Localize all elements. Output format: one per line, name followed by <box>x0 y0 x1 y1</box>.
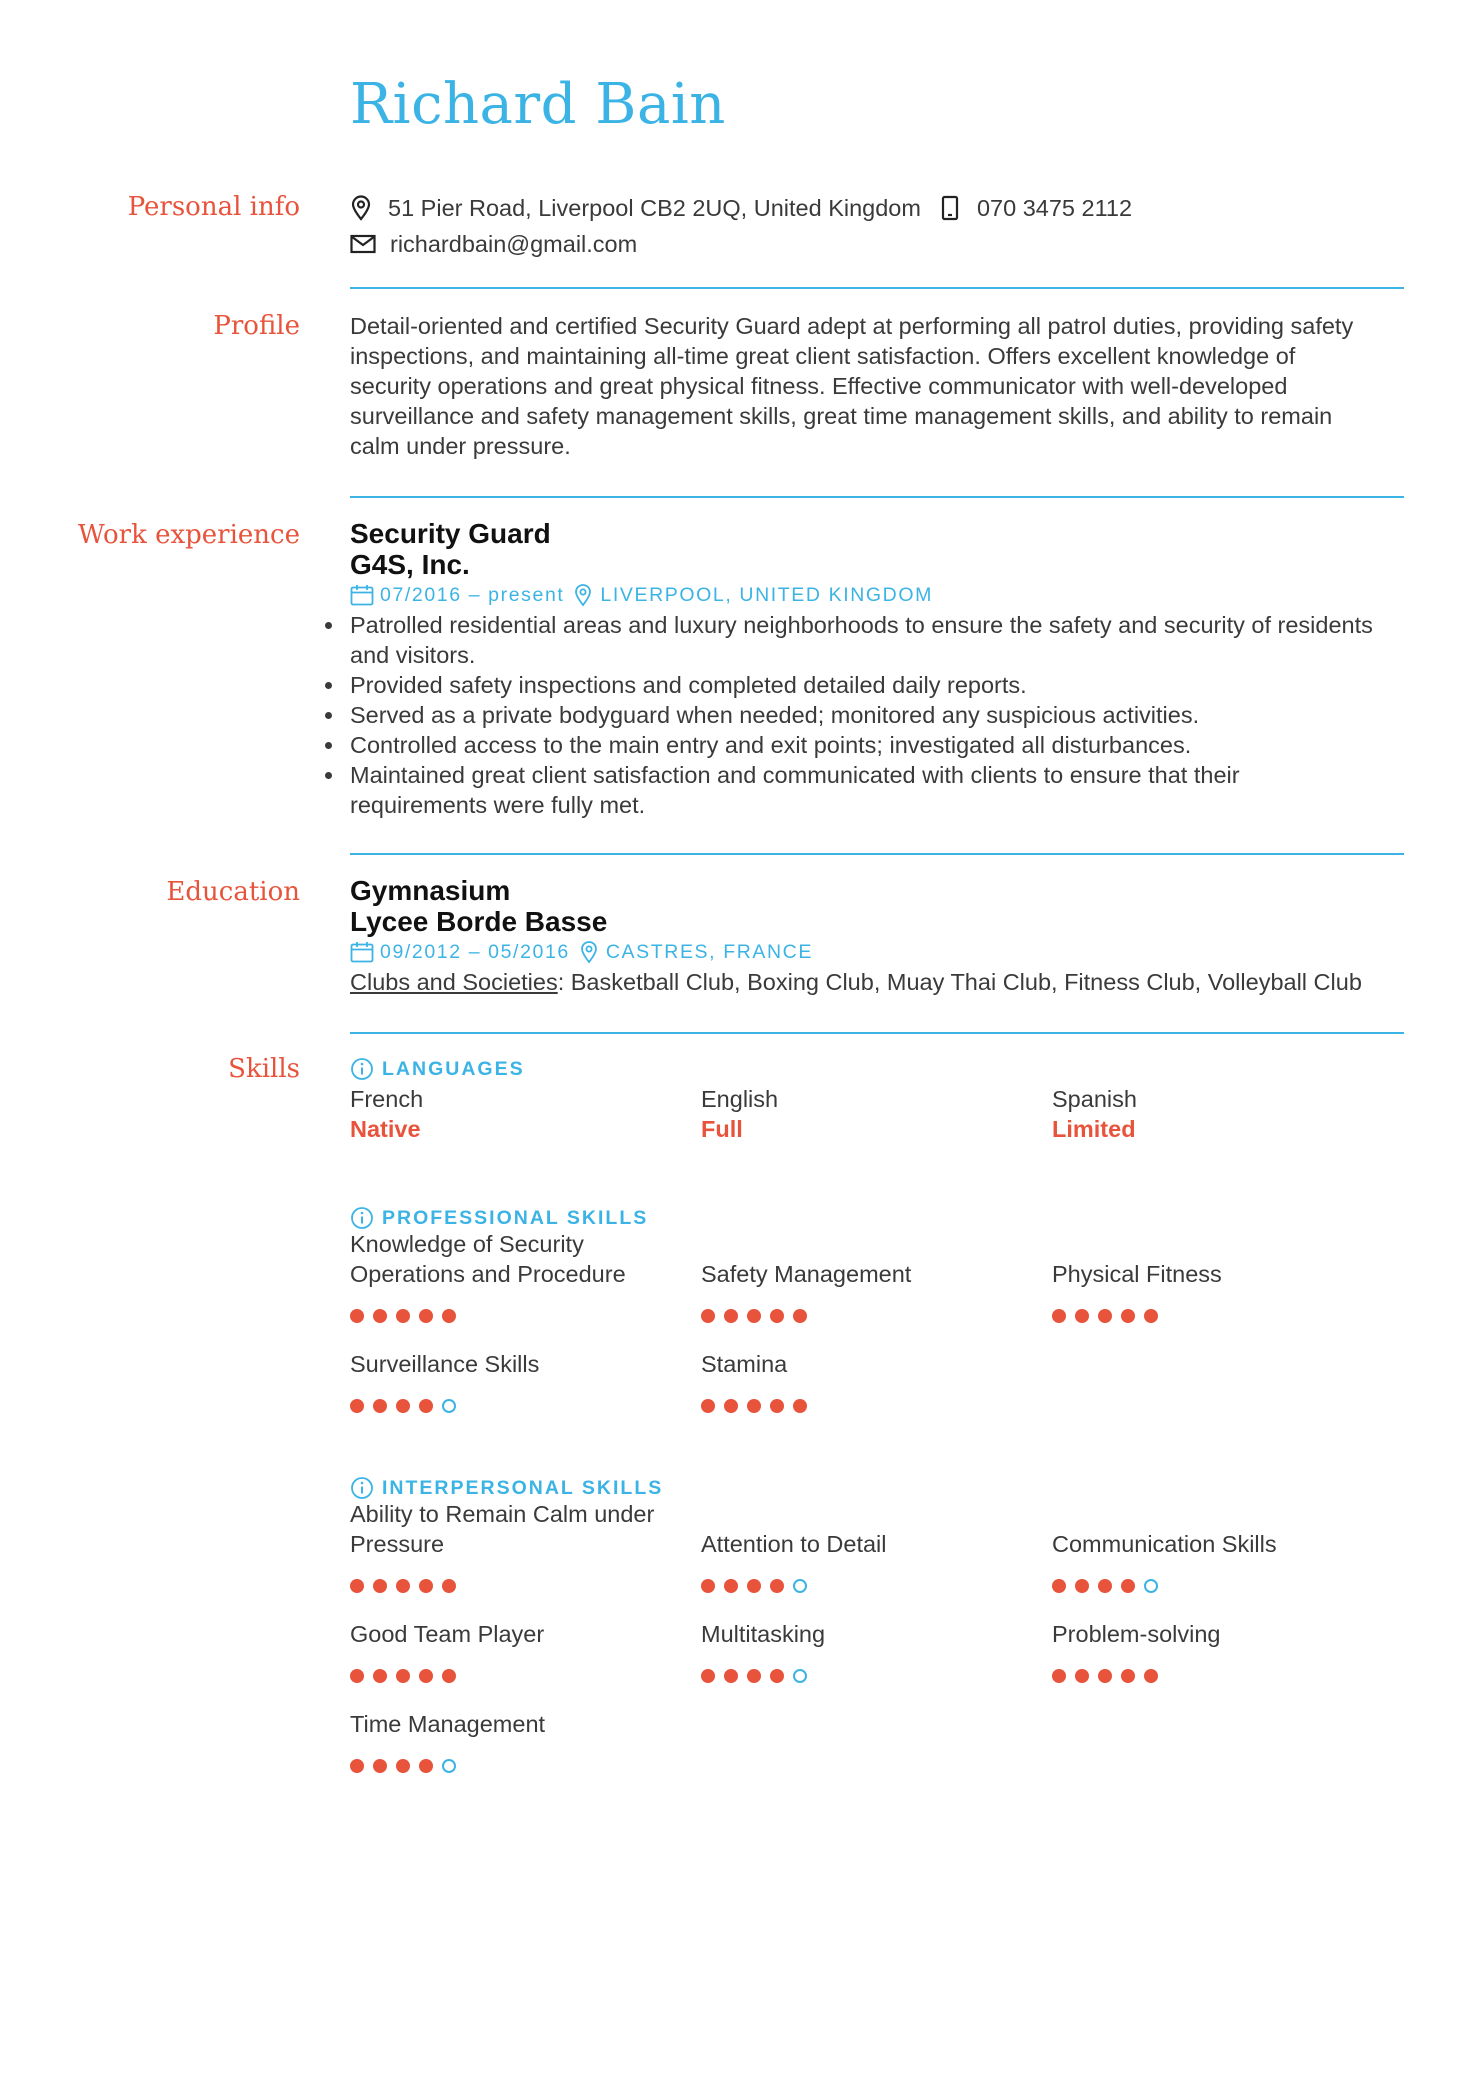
divider <box>350 853 1404 855</box>
rating-dot-filled <box>1052 1309 1066 1323</box>
skill-item <box>701 1323 1021 1413</box>
education-meta <box>350 937 1404 967</box>
skill-rating <box>701 1669 816 1683</box>
skill-item <box>1052 1233 1372 1323</box>
calendar-icon <box>350 584 374 606</box>
rating-dot-filled <box>770 1579 784 1593</box>
rating-dot-filled <box>724 1579 738 1593</box>
section-label-skills: Skills <box>228 1054 300 1084</box>
skill-name: Problem-solving <box>1052 1621 1221 1647</box>
profile-line: Detail-oriented and certified Security Guard adept at performing all patrol duties, providing safety <box>350 313 1354 339</box>
divider <box>350 496 1404 498</box>
skill-rating <box>1052 1579 1167 1593</box>
rating-dot-filled <box>442 1579 456 1593</box>
languages-grid <box>350 1084 1404 1144</box>
info-icon <box>350 1206 382 1230</box>
job-meta <box>350 580 1404 610</box>
skill-name: Good Team Player <box>350 1621 545 1647</box>
contact-line-email <box>350 226 1404 262</box>
phone-icon <box>941 195 959 221</box>
section-label-education: Education <box>166 877 300 907</box>
rating-dot-filled <box>442 1309 456 1323</box>
rating-dot-filled <box>747 1579 761 1593</box>
rating-dot-filled <box>770 1309 784 1323</box>
skill-rating <box>701 1309 816 1323</box>
email-text[interactable]: richardbain@gmail.com <box>390 230 638 257</box>
profile-line: surveillance and safety management skills, great time management skills, and ability to remain <box>350 403 1333 429</box>
rating-dot-filled <box>419 1669 433 1683</box>
list-item: Served as a private bodyguard when needed; monitored any suspicious activities. <box>350 700 1404 730</box>
rating-dot-filled <box>1121 1669 1135 1683</box>
rating-dot-empty <box>442 1399 456 1413</box>
skill-name: Physical Fitness <box>1052 1261 1222 1287</box>
rating-dot-empty <box>442 1759 456 1773</box>
rating-dot-empty <box>793 1579 807 1593</box>
location-pin-icon <box>574 583 592 607</box>
skill-name: Communication Skills <box>1052 1531 1277 1557</box>
skill-item <box>350 1323 670 1413</box>
degree-title: Gymnasium <box>350 875 511 906</box>
skill-name: Stamina <box>701 1351 788 1377</box>
rating-dot-filled <box>373 1759 387 1773</box>
skill-item <box>701 1233 1021 1323</box>
location-pin-icon <box>580 940 598 964</box>
section-label-profile: Profile <box>213 311 300 341</box>
rating-dot-filled <box>396 1399 410 1413</box>
skill-rating <box>350 1759 465 1773</box>
email-icon <box>350 234 376 254</box>
interpersonal-skills-grid <box>350 1503 1404 1778</box>
phone-text: 070 3475 2112 <box>976 194 1133 221</box>
skill-item <box>350 1233 670 1323</box>
job-duties-list <box>350 610 1404 820</box>
contact-line-address-phone <box>350 190 1404 226</box>
info-icon <box>350 1057 382 1081</box>
school-name: Lycee Borde Basse <box>350 906 608 937</box>
rating-dot-filled <box>442 1669 456 1683</box>
rating-dot-filled <box>350 1399 364 1413</box>
candidate-name: Richard Bain <box>350 72 726 137</box>
rating-dot-filled <box>1052 1579 1066 1593</box>
list-item: Maintained great client satisfaction and communicated with clients to ensure that their requirements were fully met. <box>350 760 1404 820</box>
address-text: 51 Pier Road, Liverpool CB2 2UQ, United Kingdom <box>388 194 921 221</box>
skill-item <box>701 1593 1021 1683</box>
job-dates: 07/2016 – present <box>380 583 565 606</box>
skill-name: Safety Management <box>701 1261 912 1287</box>
rating-dot-filled <box>350 1579 364 1593</box>
profile-line: calm under pressure. <box>350 433 571 459</box>
skill-item <box>701 1503 1021 1593</box>
skill-item <box>350 1683 670 1773</box>
skill-name: Attention to Detail <box>701 1531 887 1557</box>
job-location: LIVERPOOL, UNITED KINGDOM <box>600 583 933 606</box>
rating-dot-filled <box>1144 1669 1158 1683</box>
rating-dot-filled <box>1052 1669 1066 1683</box>
skill-rating <box>350 1309 465 1323</box>
language-item: English Full <box>701 1086 779 1142</box>
rating-dot-filled <box>747 1399 761 1413</box>
rating-dot-filled <box>724 1669 738 1683</box>
rating-dot-filled <box>419 1399 433 1413</box>
rating-dot-filled <box>793 1399 807 1413</box>
rating-dot-filled <box>1075 1579 1089 1593</box>
skill-name: Ability to Remain Calm under Pressure <box>350 1501 655 1557</box>
skill-name: Time Management <box>350 1711 546 1737</box>
rating-dot-filled <box>1121 1309 1135 1323</box>
profile-text <box>350 311 1404 461</box>
skill-item <box>1052 1503 1372 1593</box>
rating-dot-filled <box>701 1669 715 1683</box>
rating-dot-filled <box>1098 1309 1112 1323</box>
rating-dot-filled <box>419 1579 433 1593</box>
clubs-line <box>350 967 1404 997</box>
company-name: G4S, Inc. <box>350 549 470 580</box>
rating-dot-filled <box>793 1309 807 1323</box>
rating-dot-filled <box>724 1309 738 1323</box>
rating-dot-filled <box>770 1399 784 1413</box>
rating-dot-filled <box>396 1309 410 1323</box>
list-item: Controlled access to the main entry and exit points; investigated all disturbances. <box>350 730 1404 760</box>
skill-category-professional: PROFESSIONAL SKILLS <box>350 1203 1404 1233</box>
skill-item <box>1052 1593 1372 1683</box>
list-item: Provided safety inspections and completed detailed daily reports. <box>350 670 1404 700</box>
list-item: Patrolled residential areas and luxury neighborhoods to ensure the safety and security of residents and visitors. <box>350 610 1404 670</box>
divider <box>350 1032 1404 1034</box>
info-icon <box>350 1476 382 1500</box>
rating-dot-filled <box>701 1579 715 1593</box>
skill-rating <box>350 1399 465 1413</box>
location-pin-icon <box>350 195 372 221</box>
rating-dot-filled <box>1098 1669 1112 1683</box>
skill-name: Multitasking <box>701 1621 826 1647</box>
divider <box>350 287 1404 289</box>
profile-line: inspections, and maintaining all-time great client satisfaction. Offers excellent knowledge of <box>350 343 1296 369</box>
skill-rating <box>350 1669 465 1683</box>
rating-dot-filled <box>747 1309 761 1323</box>
language-item: French Native <box>350 1086 424 1142</box>
skill-name: Knowledge of Security Operations and Procedure <box>350 1231 626 1287</box>
rating-dot-filled <box>419 1309 433 1323</box>
education-location: CASTRES, FRANCE <box>605 940 813 963</box>
skill-rating <box>1052 1309 1167 1323</box>
rating-dot-filled <box>350 1309 364 1323</box>
rating-dot-filled <box>770 1669 784 1683</box>
clubs-label: Clubs and Societies <box>350 969 558 995</box>
rating-dot-filled <box>373 1579 387 1593</box>
language-item: Spanish Limited <box>1052 1086 1137 1142</box>
rating-dot-filled <box>373 1669 387 1683</box>
rating-dot-filled <box>350 1759 364 1773</box>
rating-dot-filled <box>350 1669 364 1683</box>
skill-item <box>350 1593 670 1683</box>
rating-dot-filled <box>701 1399 715 1413</box>
clubs-list: : Basketball Club, Boxing Club, Muay Thai Club, Fitness Club, Volleyball Club <box>557 969 1362 995</box>
skill-rating <box>350 1579 465 1593</box>
rating-dot-filled <box>747 1669 761 1683</box>
education-dates: 09/2012 – 05/2016 <box>380 940 570 963</box>
rating-dot-filled <box>701 1309 715 1323</box>
rating-dot-filled <box>724 1399 738 1413</box>
skill-category-languages: LANGUAGES <box>350 1054 1404 1084</box>
section-label-work-experience: Work experience <box>78 520 300 550</box>
skill-rating <box>1052 1669 1167 1683</box>
skill-item <box>350 1503 670 1593</box>
skill-rating <box>701 1579 816 1593</box>
rating-dot-filled <box>396 1579 410 1593</box>
job-title: Security Guard <box>350 518 551 549</box>
rating-dot-filled <box>1075 1309 1089 1323</box>
rating-dot-filled <box>396 1669 410 1683</box>
rating-dot-filled <box>1121 1579 1135 1593</box>
skill-rating <box>701 1399 816 1413</box>
rating-dot-filled <box>396 1759 410 1773</box>
rating-dot-filled <box>1144 1309 1158 1323</box>
rating-dot-empty <box>1144 1579 1158 1593</box>
rating-dot-filled <box>1075 1669 1089 1683</box>
profile-line: security operations and great physical fitness. Effective communicator with well-developed <box>350 373 1288 399</box>
rating-dot-filled <box>373 1309 387 1323</box>
skill-category-interpersonal: INTERPERSONAL SKILLS <box>350 1473 1404 1503</box>
rating-dot-filled <box>373 1399 387 1413</box>
rating-dot-empty <box>793 1669 807 1683</box>
skill-name: Surveillance Skills <box>350 1351 540 1377</box>
rating-dot-filled <box>419 1759 433 1773</box>
professional-skills-grid <box>350 1233 1404 1418</box>
rating-dot-filled <box>1098 1579 1112 1593</box>
calendar-icon <box>350 941 374 963</box>
section-label-personal-info: Personal info <box>127 192 300 222</box>
